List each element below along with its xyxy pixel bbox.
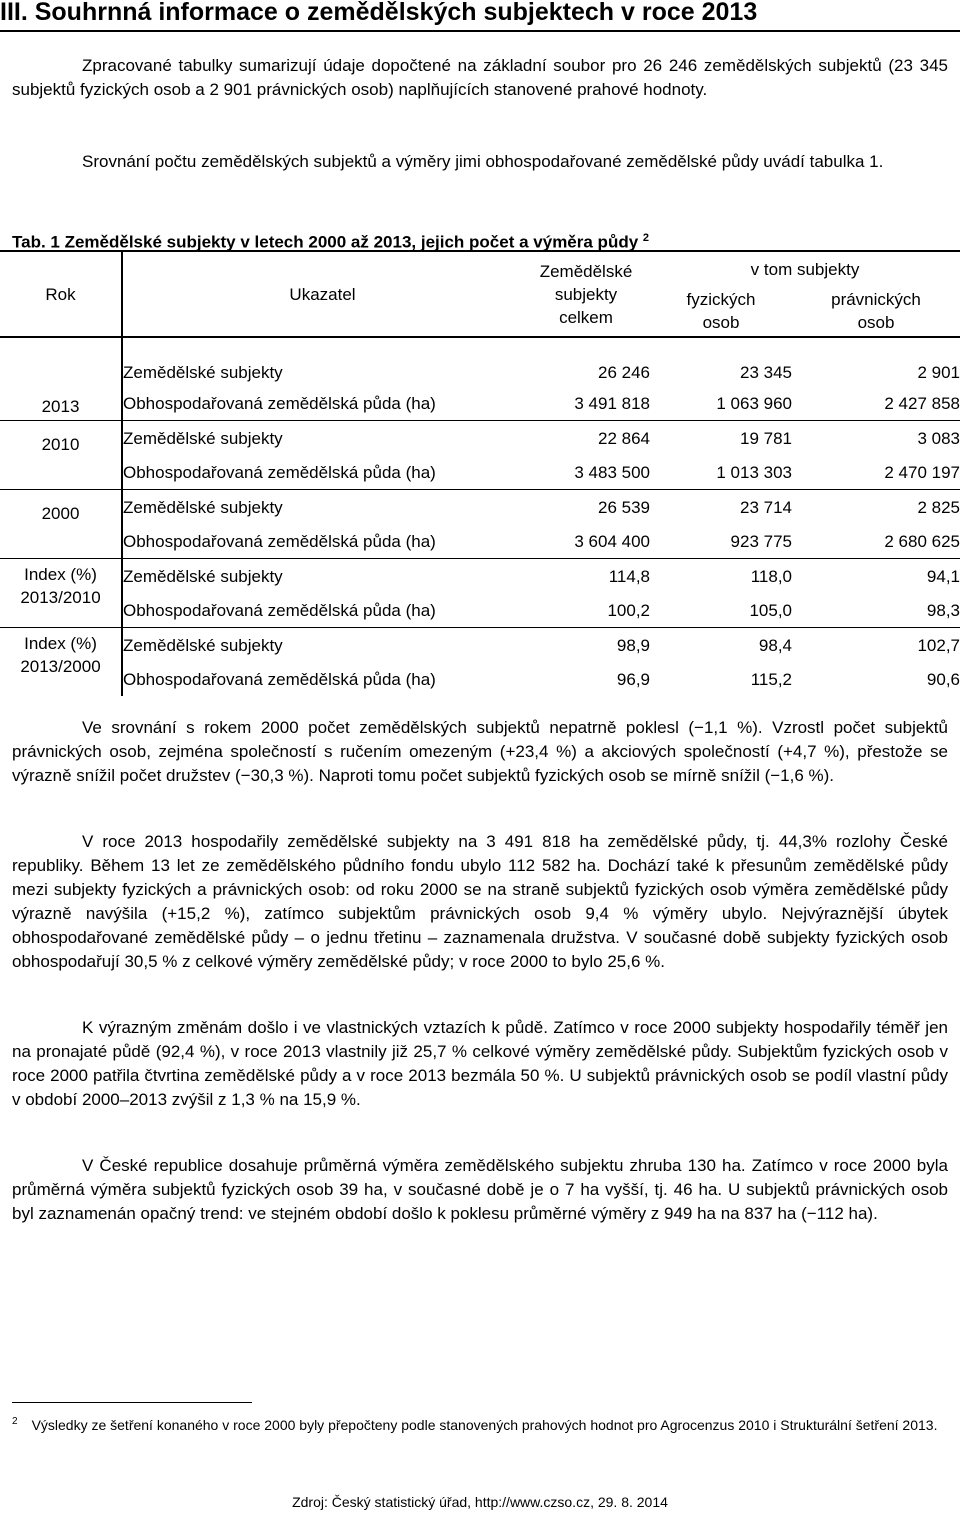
intro-paragraph-2: Srovnání počtu zemědělských subjektů a výměry jimi obhospodařované zemědělské půdy uvádí tabulka 1. — [82, 152, 884, 171]
table-row — [0, 386, 960, 421]
agri-subjects-table-wrapper — [0, 250, 960, 696]
total-cell: 22 864 — [522, 421, 650, 456]
indicator-cell: Zemědělské subjekty — [122, 421, 522, 456]
total-cell: 3 483 500 — [574, 462, 650, 482]
table-row — [0, 593, 960, 628]
body-paragraph-4: V České republice dosahuje průměrná výměra zemědělského subjektu zhruba 130 ha. Zatímco v roce 2000 byla průměrná výměra subjektů fyzických osob 39 ha, v současné době je o 7 ha vyšší, tj. 46 ha. U subjektů právnických osob byl zaznamenán opačný trend: ve stejném období došlo k poklesu průměrné výměry z 949 ha na 837 ha (−112 ha). — [12, 1156, 948, 1223]
header-indicator: Ukazatel — [122, 251, 522, 337]
natural-cell: 1 013 303 — [716, 462, 792, 482]
indicator-cell: Obhospodařovaná zemědělská půda (ha) — [123, 531, 436, 551]
natural-cell: 118,0 — [650, 559, 792, 594]
legal-cell: 2 825 — [792, 490, 960, 525]
indicator-cell: Obhospodařovaná zemědělská půda (ha) — [123, 600, 436, 620]
natural-cell: 115,2 — [750, 669, 792, 689]
total-cell: 114,8 — [522, 559, 650, 594]
footnote-mark: 2 — [12, 1416, 18, 1427]
table-row — [0, 628, 960, 663]
legal-cell: 102,7 — [792, 628, 960, 663]
body-paragraph-1: Ve srovnání s rokem 2000 počet zemědělských subjektů nepatrně poklesl (−1,1 %). Vzrostl počet subjektů právnických osob, zejména společností s ručením omezeným (+23,4 %) a akciových společností (+4,7 %), přestože se výrazně snížil počet družstev (−30,3 %). Naproti tomu počet subjektů fyzických osob se mírně snížil (−1,6 %). — [12, 718, 948, 785]
indicator-cell: Zemědělské subjekty — [123, 363, 283, 382]
natural-cell: 19 781 — [650, 421, 792, 456]
year-cell: Index (%) 2013/2000 — [0, 628, 122, 697]
indicator-cell: Zemědělské subjekty — [122, 628, 522, 663]
footnote-text: Výsledky ze šetření konaného v roce 2000 byly přepočteny podle stanovených prahových hodnot pro Agrocenzus 2010 i Strukturální šetření 2013. — [31, 1417, 938, 1433]
table-row — [0, 490, 960, 525]
indicator-cell: Zemědělské subjekty — [122, 490, 522, 525]
total-cell: 98,9 — [522, 628, 650, 663]
legal-cell: 2 427 858 — [884, 393, 960, 413]
total-cell: 26 539 — [522, 490, 650, 525]
table-row — [0, 455, 960, 490]
intro-paragraph-1: Zpracované tabulky sumarizují údaje dopočtené na základní soubor pro 26 246 zemědělských subjektů (23 345 subjektů fyzických osob a 2 901 právnických osob) naplňujících stanovené prahové hodnoty. — [12, 56, 948, 99]
body-paragraph-3: K výrazným změnám došlo i ve vlastnických vztazích k půdě. Zatímco v roce 2000 subjekty hospodařily téměř jen na pronajaté půdě (92,4 %), v roce 2013 vlastnily již 25,7 % celkové výměry zemědělské půdy. Subjektům fyzických osob v roce 2000 patřila čtvrtina zemědělské půdy a v roce 2013 bezmála 50 %. U subjektů právnických osob se podíl vlastní půdy v období 2000–2013 zvýšil z 1,3 % na 15,9 %. — [12, 1018, 948, 1109]
legal-cell: 90,6 — [926, 669, 960, 689]
footnote — [12, 1412, 948, 1435]
table-row — [0, 421, 960, 456]
legal-cell: 3 083 — [792, 421, 960, 456]
header-year: Rok — [0, 251, 122, 337]
legal-cell: 94,1 — [792, 559, 960, 594]
header-natural-persons: fyzických osob — [650, 286, 792, 337]
year-cell: Index (%) 2013/2010 — [0, 559, 122, 628]
chapter-title: III. Souhrnná informace o zemědělských subjektech v roce 2013 — [0, 0, 960, 32]
header-total: Zemědělské subjekty celkem — [522, 251, 650, 337]
natural-cell: 23 714 — [650, 490, 792, 525]
legal-cell: 98,3 — [926, 600, 960, 620]
legal-cell: 2 680 625 — [884, 531, 960, 551]
body-paragraph-2: V roce 2013 hospodařily zemědělské subjekty na 3 491 818 ha zemědělské půdy, tj. 44,3% rozlohy České republiky. Během 13 let ze zemědělského půdního fondu ubylo 112 582 ha. Dochází také k přesunům zemědělské půdy mezi subjekty fyzických a právnických osob: od roku 2000 se na straně subjektů fyzických osob výměra zemědělské půdy výrazně navýšila (+15,2 %), zatímco subjektům právnických osob 9,4 % výměry ubylo. Nejvýraznější úbytek obhospodařované zemědělské půdy – o jednu třetinu – zaznamenala družstva. V současné době subjekty fyzických osob obhospodařují 30,5 % z celkové výměry zemědělské půdy; v roce 2000 to bylo 25,6 %. — [12, 832, 948, 971]
natural-cell: 923 775 — [730, 531, 792, 551]
indicator-cell: Obhospodařovaná zemědělská půda (ha) — [123, 669, 436, 689]
natural-cell: 23 345 — [740, 363, 792, 382]
indicator-cell: Obhospodařovaná zemědělská půda (ha) — [123, 393, 436, 413]
year-cell: 2000 — [0, 490, 122, 559]
natural-cell: 1 063 960 — [716, 393, 792, 413]
header-legal-persons: právnických osob — [792, 286, 960, 337]
table-row — [0, 559, 960, 594]
total-cell: 100,2 — [607, 600, 650, 620]
header-of-which: v tom subjekty — [650, 251, 960, 286]
source-line: Zdroj: Český statistický úřad, http://www.czso.cz, 29. 8. 2014 — [292, 1494, 668, 1510]
total-cell: 3 604 400 — [574, 531, 650, 551]
table-row — [0, 662, 960, 696]
total-cell: 3 491 818 — [574, 393, 650, 413]
total-cell: 96,9 — [616, 669, 650, 689]
agri-subjects-table — [0, 250, 960, 696]
natural-cell: 105,0 — [749, 600, 792, 620]
year-cell: 2010 — [0, 421, 122, 490]
year-cell: 2013 — [0, 337, 122, 421]
legal-cell: 2 470 197 — [884, 462, 960, 482]
total-cell: 26 246 — [598, 363, 650, 382]
table-row — [0, 524, 960, 559]
legal-cell: 2 901 — [917, 363, 960, 382]
indicator-cell: Obhospodařovaná zemědělská půda (ha) — [123, 462, 436, 482]
table-caption-text: Tab. 1 Zemědělské subjekty v letech 2000 až 2013, jejich počet a výměra půdy — [12, 232, 639, 252]
natural-cell: 98,4 — [650, 628, 792, 663]
footnote-reference: 2 — [642, 232, 650, 244]
table-row — [0, 337, 960, 386]
indicator-cell: Zemědělské subjekty — [122, 559, 522, 594]
footnote-divider — [12, 1402, 252, 1403]
